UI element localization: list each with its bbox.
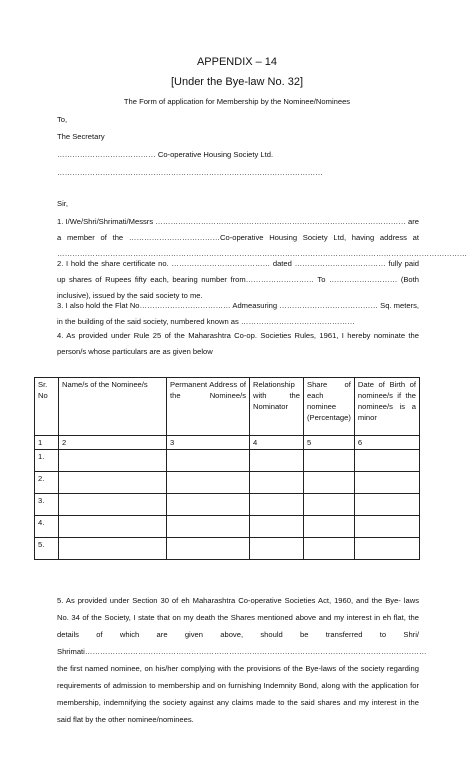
row-number: 2. — [35, 472, 59, 494]
header-sr-no: Sr. No — [35, 378, 59, 436]
society-name-line: ………………………………… Co-operative Housing Society Ltd. — [57, 150, 274, 159]
dob-cell[interactable] — [354, 516, 419, 538]
share-cell[interactable] — [304, 494, 355, 516]
header-date-of-birth: Date of Birth of nominee/s if the nominee/s is a minor — [354, 378, 419, 436]
index-cell: 1 — [35, 436, 59, 450]
address-cell[interactable] — [167, 538, 250, 560]
dob-cell[interactable] — [354, 538, 419, 560]
row-number: 3. — [35, 494, 59, 516]
index-cell: 4 — [250, 436, 304, 450]
table-header-row — [35, 378, 420, 436]
header-share: Share of each nominee (Percentage) — [304, 378, 355, 436]
share-cell[interactable] — [304, 516, 355, 538]
byelaw-heading: [Under the Bye-law No. 32] — [170, 76, 304, 88]
table-row — [35, 516, 420, 538]
index-cell: 3 — [167, 436, 250, 450]
paragraph-2: 2. I hold the share certificate no. ………………………………… dated ……………………………… fully paid up shares of Rupees fifty each, bearing number from……………………… To ……………………… (Both inclusive), issued by the said society to me. — [57, 259, 419, 300]
blank-address-line: …………………………………………………………………………………………… — [57, 168, 323, 177]
dob-cell[interactable] — [354, 472, 419, 494]
nominee-name-cell[interactable] — [59, 494, 167, 516]
form-title: The Form of application for Membership by the Nominee/Nominees — [123, 97, 351, 106]
salutation: Sir, — [57, 199, 68, 208]
share-cell[interactable] — [304, 472, 355, 494]
nominee-table — [34, 377, 420, 560]
table-row — [35, 538, 420, 560]
row-number: 1. — [35, 450, 59, 472]
nominee-name-cell[interactable] — [59, 516, 167, 538]
relationship-cell[interactable] — [250, 450, 304, 472]
address-cell[interactable] — [167, 472, 250, 494]
to-label: To, — [57, 115, 68, 124]
paragraph-3: 3. I also hold the Flat No……………………………… Admeasuring ………………………………… Sq. meters, in the building of the said society, numbered known as ……………………………………… — [57, 301, 419, 326]
relationship-cell[interactable] — [250, 538, 304, 560]
address-cell[interactable] — [167, 516, 250, 538]
address-cell[interactable] — [167, 450, 250, 472]
share-cell[interactable] — [304, 538, 355, 560]
dob-cell[interactable] — [354, 494, 419, 516]
row-number: 4. — [35, 516, 59, 538]
appendix-heading: APPENDIX – 14 — [196, 56, 278, 68]
table-row — [35, 494, 420, 516]
paragraph-4: 4. As provided under Rule 25 of the Maharashtra Co-op. Societies Rules, 1961, I hereby nominate the person/s whose particulars are as given below — [57, 331, 419, 356]
nominee-name-cell[interactable] — [59, 450, 167, 472]
index-cell: 6 — [354, 436, 419, 450]
paragraph-5: 5. As provided under Section 30 of eh Maharashtra Co-operative Societies Act, 1960, and the Bye- laws No. 34 of the Society, I state that on my death the Shares mentioned above and my interest in eh flat, the details of which are given above, should be transferred to Shri/ Shrimati……………………………………………………………………………………………………………………… the first named nominee, on his/her complying with the provisions of the Bye-laws of the society regarding requirements of admission to membership and on furnishing Indemnity Bond, along with the application for membership, indemnifying the society against any claims made to the said shares and my interest in the said flat by the other nominee/nominees. — [57, 596, 427, 724]
index-cell: 2 — [59, 436, 167, 450]
relationship-cell[interactable] — [250, 472, 304, 494]
share-cell[interactable] — [304, 450, 355, 472]
header-nominee-name: Name/s of the Nominee/s — [59, 378, 167, 436]
table-row — [35, 472, 420, 494]
header-permanent-address: Permanent Address of the Nominee/s — [167, 378, 250, 436]
dob-cell[interactable] — [354, 450, 419, 472]
table-index-row — [35, 436, 420, 450]
nominee-name-cell[interactable] — [59, 472, 167, 494]
address-cell[interactable] — [167, 494, 250, 516]
table-row — [35, 450, 420, 472]
row-number: 5. — [35, 538, 59, 560]
nominee-name-cell[interactable] — [59, 538, 167, 560]
secretary-label: The Secretary — [57, 132, 105, 141]
paragraph-1: 1. I/We/Shri/Shrimati/Messrs ……………………………………………………………………………………… are a member of the ………………………………Co-operative Housing Society Ltd, having address at ……………………………………………………………………………………………………………………………………………… — [57, 217, 468, 258]
header-relationship: Relationship with the Nominator — [250, 378, 304, 436]
relationship-cell[interactable] — [250, 516, 304, 538]
index-cell: 5 — [304, 436, 355, 450]
relationship-cell[interactable] — [250, 494, 304, 516]
